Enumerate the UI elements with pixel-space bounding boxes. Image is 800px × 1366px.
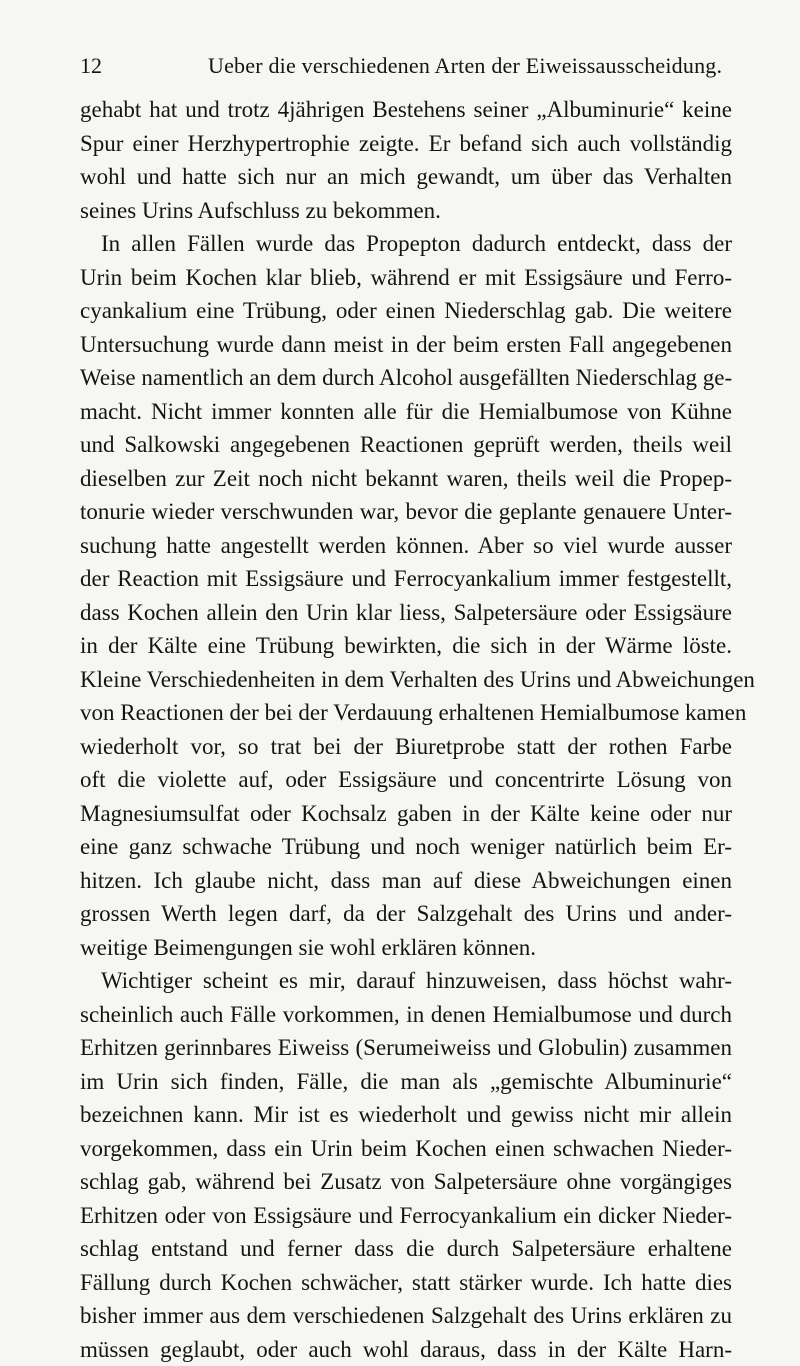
running-head bbox=[80, 50, 740, 82]
text-line: oft die violette auf, oder Essigsäure und concentrirte Lösung von bbox=[80, 763, 732, 797]
text-line: weitige Beimengungen sie wohl erklären können. bbox=[80, 931, 732, 965]
text-line: in der Kälte eine Trübung bewirkten, die sich in der Wärme löste. bbox=[80, 629, 732, 663]
text-line: cyankalium eine Trübung, oder einen Niederschlag gab. Die weitere bbox=[80, 294, 732, 328]
text-line: macht. Nicht immer konnten alle für die Hemialbumose von Kühne bbox=[80, 395, 732, 429]
text-line: suchung hatte angestellt werden können. Aber so viel wurde ausser bbox=[80, 529, 732, 563]
text-line: gehabt hat und trotz 4jährigen Bestehens seiner „Albuminurie“ keine bbox=[80, 93, 732, 127]
text-line: seines Urins Aufschluss zu bekommen. bbox=[80, 194, 732, 228]
text-line: Magnesiumsulfat oder Kochsalz gaben in der Kälte keine oder nur bbox=[80, 797, 732, 831]
text-line: grossen Werth legen darf, da der Salzgehalt des Urins und ander- bbox=[80, 897, 732, 931]
text-line: wohl und hatte sich nur an mich gewandt, um über das Verhalten bbox=[80, 160, 732, 194]
body-text bbox=[80, 93, 732, 1366]
text-line: der Reaction mit Essigsäure und Ferrocyankalium immer festgestellt, bbox=[80, 562, 732, 596]
text-line: schlag gab, während bei Zusatz von Salpetersäure ohne vorgängiges bbox=[80, 1165, 732, 1199]
text-line: Weise namentlich an dem durch Alcohol ausgefällten Niederschlag ge- bbox=[80, 361, 732, 395]
text-line: von Reactionen der bei der Verdauung erhaltenen Hemialbumose kamen bbox=[80, 696, 732, 730]
text-line: vorgekommen, dass ein Urin beim Kochen einen schwachen Nieder- bbox=[80, 1132, 732, 1166]
text-line: Wichtiger scheint es mir, darauf hinzuweisen, dass höchst wahr- bbox=[80, 964, 732, 998]
text-line: müssen geglaubt, oder auch wohl daraus, dass in der Kälte Harn- bbox=[80, 1333, 732, 1366]
text-line: dieselben zur Zeit noch nicht bekannt waren, theils weil die Propep- bbox=[80, 462, 732, 496]
text-line: bisher immer aus dem verschiedenen Salzgehalt des Urins erklären zu bbox=[80, 1299, 732, 1333]
text-line: scheinlich auch Fälle vorkommen, in denen Hemialbumose und durch bbox=[80, 998, 732, 1032]
text-line: und Salkowski angegebenen Reactionen geprüft werden, theils weil bbox=[80, 428, 732, 462]
text-line: Erhitzen oder von Essigsäure und Ferrocyankalium ein dicker Nieder- bbox=[80, 1199, 732, 1233]
text-line: eine ganz schwache Trübung und noch weniger natürlich beim Er- bbox=[80, 830, 732, 864]
text-line: schlag entstand und ferner dass die durch Salpetersäure erhaltene bbox=[80, 1232, 732, 1266]
text-line: wiederholt vor, so trat bei der Biuretprobe statt der rothen Farbe bbox=[80, 730, 732, 764]
text-line: im Urin sich finden, Fälle, die man als „gemischte Albuminurie“ bbox=[80, 1065, 732, 1099]
text-line: bezeichnen kann. Mir ist es wiederholt und gewiss nicht mir allein bbox=[80, 1098, 732, 1132]
text-line: In allen Fällen wurde das Propepton dadurch entdeckt, dass der bbox=[80, 227, 732, 261]
text-line: Spur einer Herzhypertrophie zeigte. Er befand sich auch vollständig bbox=[80, 127, 732, 161]
text-line: Untersuchung wurde dann meist in der beim ersten Fall angegebenen bbox=[80, 328, 732, 362]
page-number: 12 bbox=[80, 50, 102, 82]
text-line: tonurie wieder verschwunden war, bevor die geplante genauere Unter- bbox=[80, 495, 732, 529]
running-title: Ueber die verschiedenen Arten der Eiweissausscheidung. bbox=[208, 50, 722, 82]
text-line: dass Kochen allein den Urin klar liess, Salpetersäure oder Essigsäure bbox=[80, 596, 732, 630]
text-line: Erhitzen gerinnbares Eiweiss (Serumeiweiss und Globulin) zusammen bbox=[80, 1031, 732, 1065]
text-line: Fällung durch Kochen schwächer, statt stärker wurde. Ich hatte dies bbox=[80, 1266, 732, 1300]
text-line: Urin beim Kochen klar blieb, während er mit Essigsäure und Ferro- bbox=[80, 261, 732, 295]
text-line: hitzen. Ich glaube nicht, dass man auf diese Abweichungen einen bbox=[80, 864, 732, 898]
text-line: Kleine Verschiedenheiten in dem Verhalten des Urins und Abweichungen bbox=[80, 663, 732, 697]
